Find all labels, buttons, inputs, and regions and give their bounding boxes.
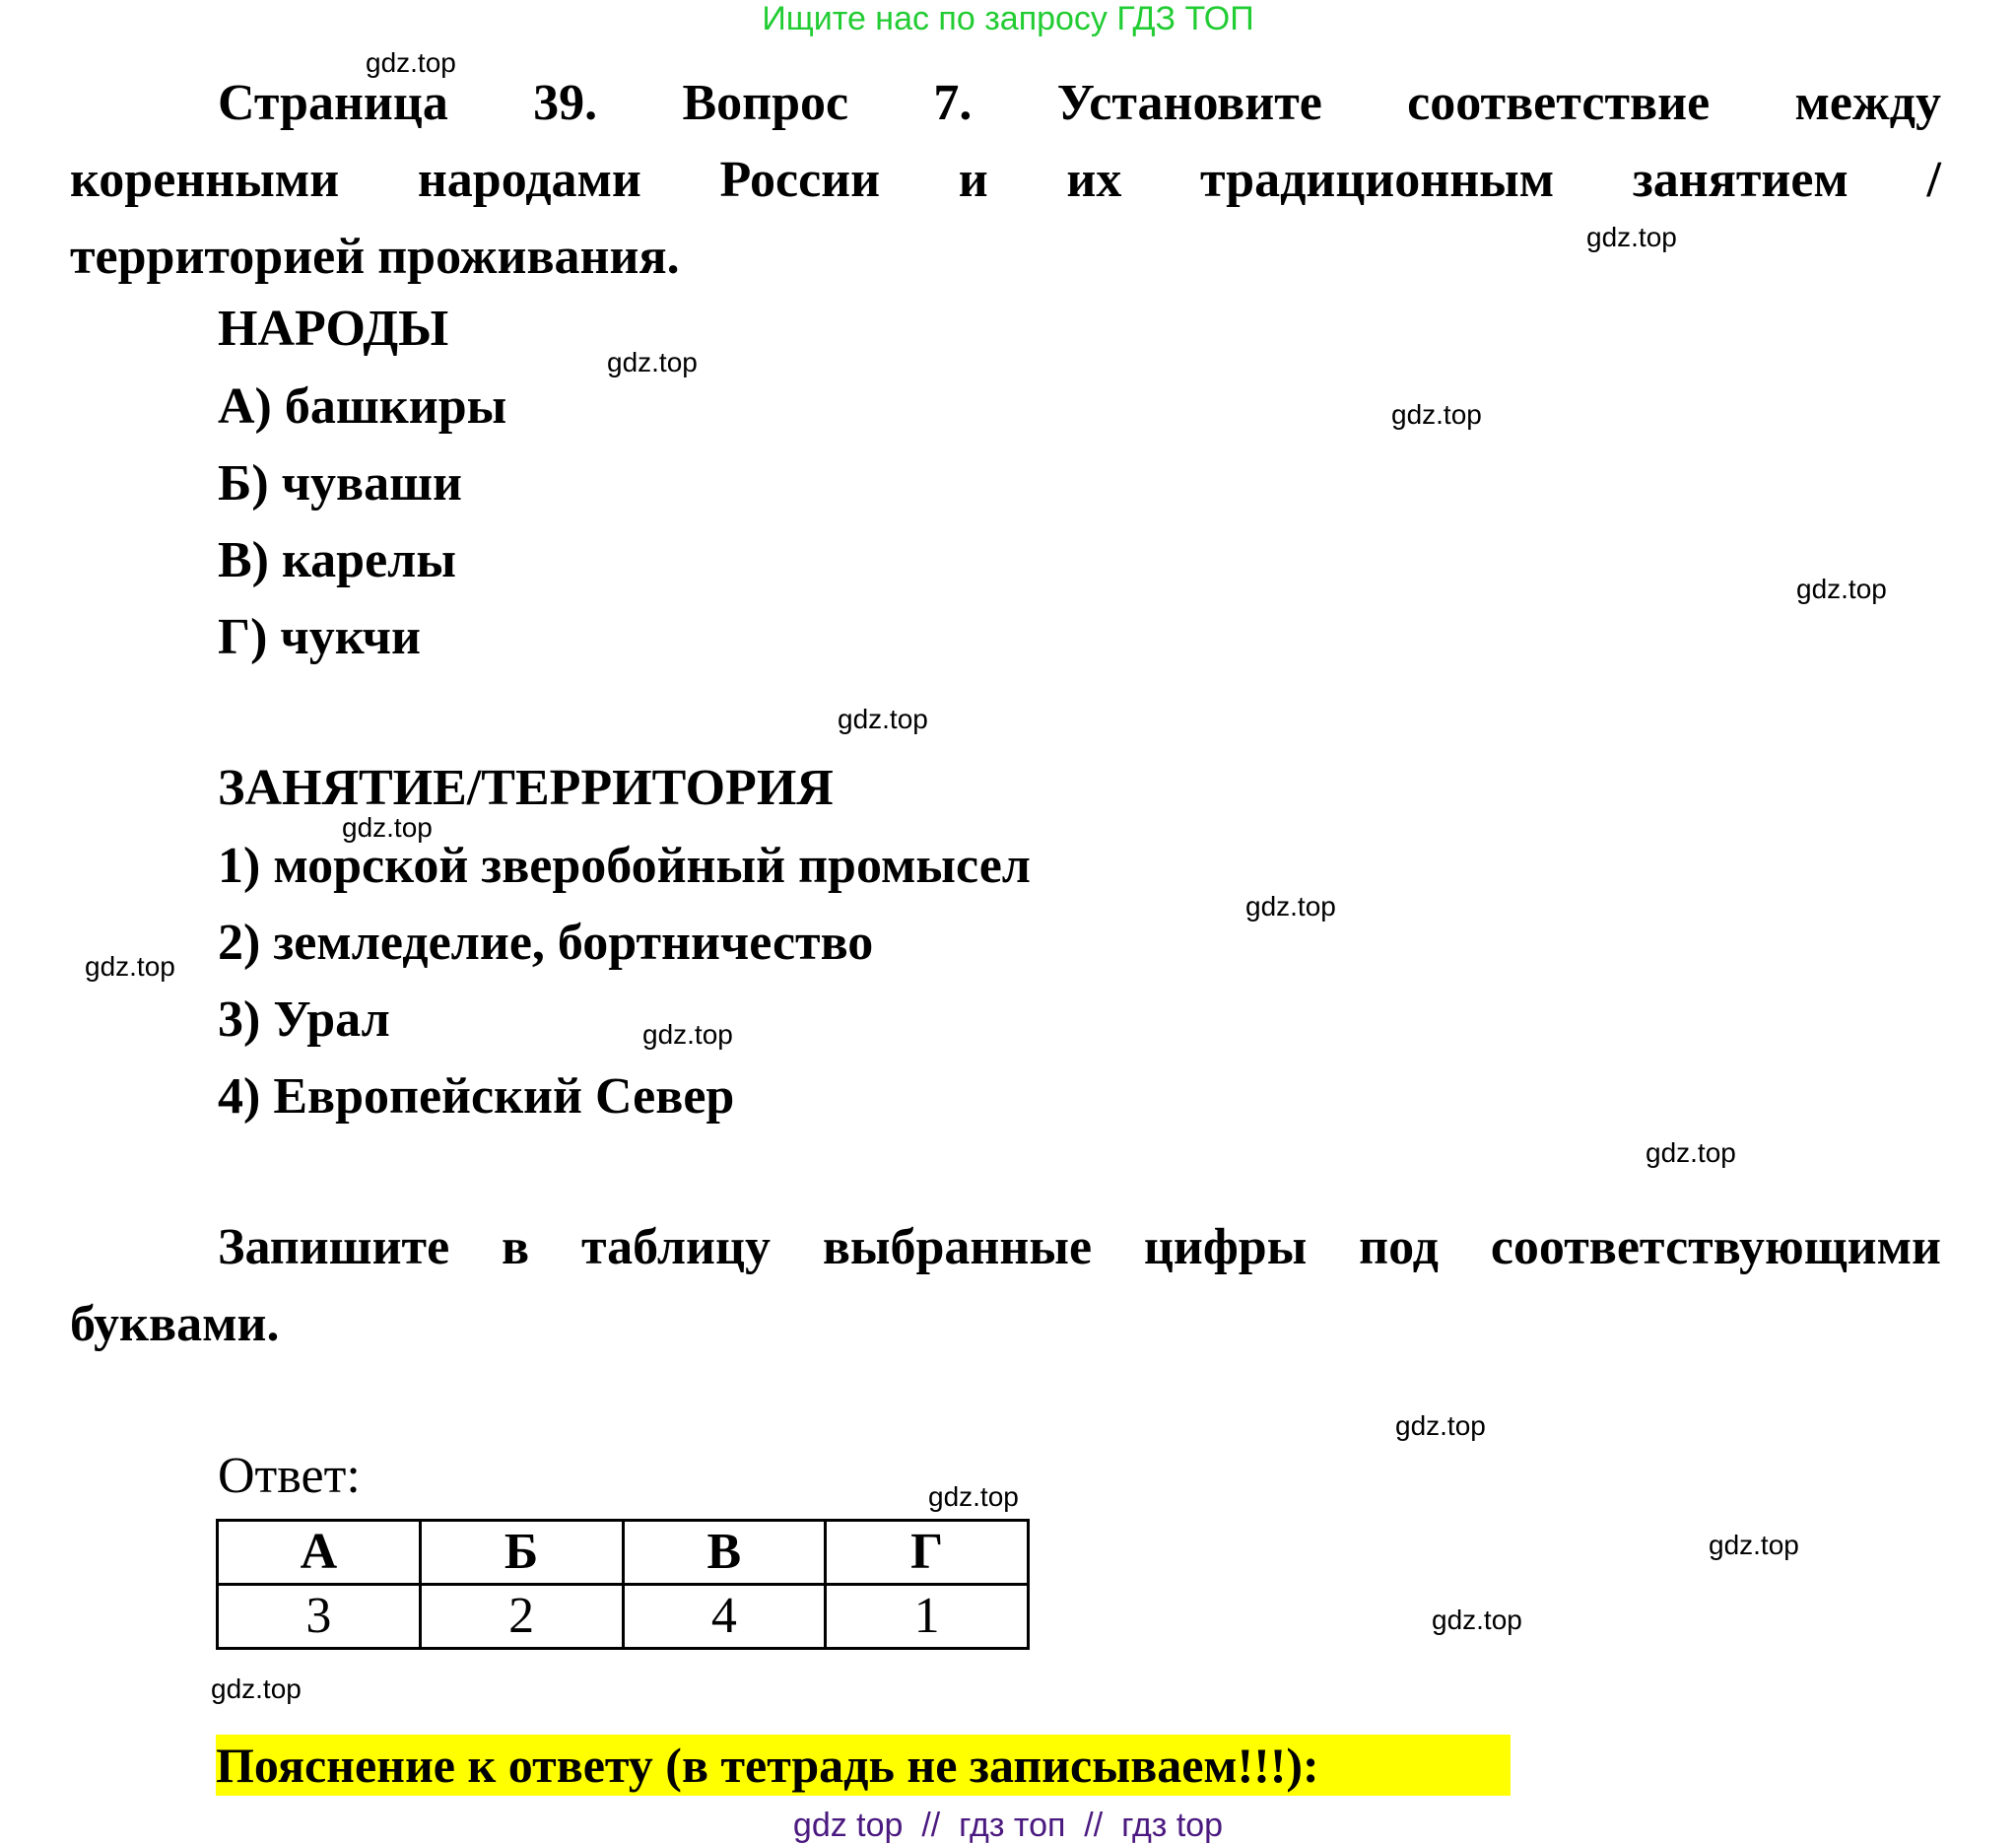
- watermark-text: gdz.top: [1586, 222, 1677, 252]
- question-word: народами: [417, 152, 641, 208]
- item-text: земледелие, бортничество: [273, 915, 874, 971]
- question-word: традиционным: [1199, 152, 1555, 208]
- watermark-text: gdz.top: [1796, 574, 1887, 604]
- item-text: карелы: [282, 532, 456, 588]
- item-label: 4): [218, 1068, 261, 1125]
- question-word: /: [1926, 152, 1941, 208]
- watermark-text: gdz.top: [1395, 1410, 1486, 1441]
- question-word: 7.: [933, 75, 973, 131]
- item-label: 2): [218, 915, 261, 971]
- instruction-word: цифры: [1143, 1219, 1308, 1275]
- instruction-line-1: [218, 1209, 1941, 1286]
- question-word: занятием: [1632, 152, 1848, 208]
- instruction-word: Запишите: [218, 1219, 450, 1275]
- question-line-2: [70, 142, 1941, 219]
- watermark-text: gdz.top: [642, 1019, 733, 1050]
- answer-table-header-row: [218, 1521, 1029, 1585]
- answer-value-cell: 2: [420, 1585, 623, 1649]
- question-word: Страница: [218, 75, 448, 131]
- item-text: чукчи: [280, 609, 421, 665]
- question-line-3: территорией проживания.: [70, 229, 680, 285]
- promo-banner: [0, 0, 2016, 37]
- answer-table: [216, 1519, 1030, 1650]
- people-item-a: [218, 369, 506, 445]
- item-text: Европейский Север: [273, 1068, 735, 1125]
- watermark-text: gdz.top: [928, 1481, 1019, 1512]
- people-item-b: [218, 445, 462, 522]
- item-label: Г): [218, 609, 268, 665]
- item-label: В): [218, 532, 269, 588]
- watermark-text: gdz.top: [1709, 1530, 1799, 1560]
- occupation-item-1: [218, 828, 1031, 905]
- occupations-heading: ЗАНЯТИЕ/ТЕРРИТОРИЯ: [218, 760, 834, 816]
- item-label: Б): [218, 455, 269, 512]
- watermark-text: gdz.top: [1245, 891, 1336, 922]
- item-label: 1): [218, 838, 261, 894]
- people-item-v: [218, 522, 456, 599]
- item-label: 3): [218, 991, 261, 1048]
- question-word: Установите: [1056, 75, 1322, 131]
- answer-label: Ответ:: [218, 1448, 361, 1504]
- watermark-text: gdz.top: [1432, 1605, 1522, 1635]
- item-text: чуваши: [281, 455, 462, 512]
- question-word: 39.: [533, 75, 598, 131]
- answer-value-cell: 1: [826, 1585, 1029, 1649]
- watermark-text: gdz.top: [85, 951, 175, 982]
- explanation-text: Пояснение к ответу (в тетрадь не записываем!!!):: [216, 1738, 1319, 1793]
- instruction-word: под: [1359, 1219, 1439, 1275]
- instruction-word: в: [502, 1219, 530, 1275]
- watermark-text: gdz.top: [1391, 399, 1482, 430]
- question-word: коренными: [70, 152, 340, 208]
- watermark-text: gdz.top: [366, 47, 456, 78]
- answer-header-cell: В: [623, 1521, 826, 1585]
- peoples-heading: НАРОДЫ: [218, 301, 449, 357]
- answer-value-cell: 4: [623, 1585, 826, 1649]
- item-label: А): [218, 378, 272, 435]
- watermark-text: gdz.top: [211, 1673, 302, 1704]
- item-text: башкиры: [284, 378, 507, 435]
- watermark-text: gdz.top: [838, 704, 928, 734]
- watermark-text: gdz.top: [1646, 1137, 1736, 1168]
- occupation-item-2: [218, 905, 873, 982]
- answer-header-cell: Б: [420, 1521, 623, 1585]
- question-word: соответствие: [1407, 75, 1711, 131]
- question-word: России: [719, 152, 881, 208]
- item-text: Урал: [273, 991, 390, 1048]
- answer-table-value-row: [218, 1585, 1029, 1649]
- question-word: и: [958, 152, 988, 208]
- explanation-heading: [216, 1735, 1511, 1796]
- question-line-1: [218, 65, 1941, 142]
- instruction-line-2: буквами.: [70, 1296, 280, 1352]
- question-word: между: [1794, 75, 1941, 131]
- occupation-item-3: [218, 982, 390, 1059]
- instruction-word: соответствующими: [1490, 1219, 1941, 1275]
- instruction-word: таблицу: [580, 1219, 771, 1275]
- footer-text: gdz top // гдз топ // гдз top: [792, 1807, 1224, 1844]
- item-text: морской зверобойный промысел: [273, 838, 1031, 894]
- people-item-g: [218, 599, 421, 676]
- answer-value-cell: 3: [218, 1585, 421, 1649]
- occupation-item-4: [218, 1059, 734, 1135]
- footer-watermark: [0, 1808, 2016, 1843]
- question-word: их: [1066, 152, 1122, 208]
- promo-text: Ищите нас по запросу ГДЗ ТОП: [762, 0, 1254, 37]
- watermark-text: gdz.top: [607, 347, 698, 377]
- instruction-word: выбранные: [822, 1219, 1093, 1275]
- question-word: Вопрос: [682, 75, 849, 131]
- watermark-text: gdz.top: [342, 812, 433, 843]
- answer-header-cell: Г: [826, 1521, 1029, 1585]
- answer-header-cell: А: [218, 1521, 421, 1585]
